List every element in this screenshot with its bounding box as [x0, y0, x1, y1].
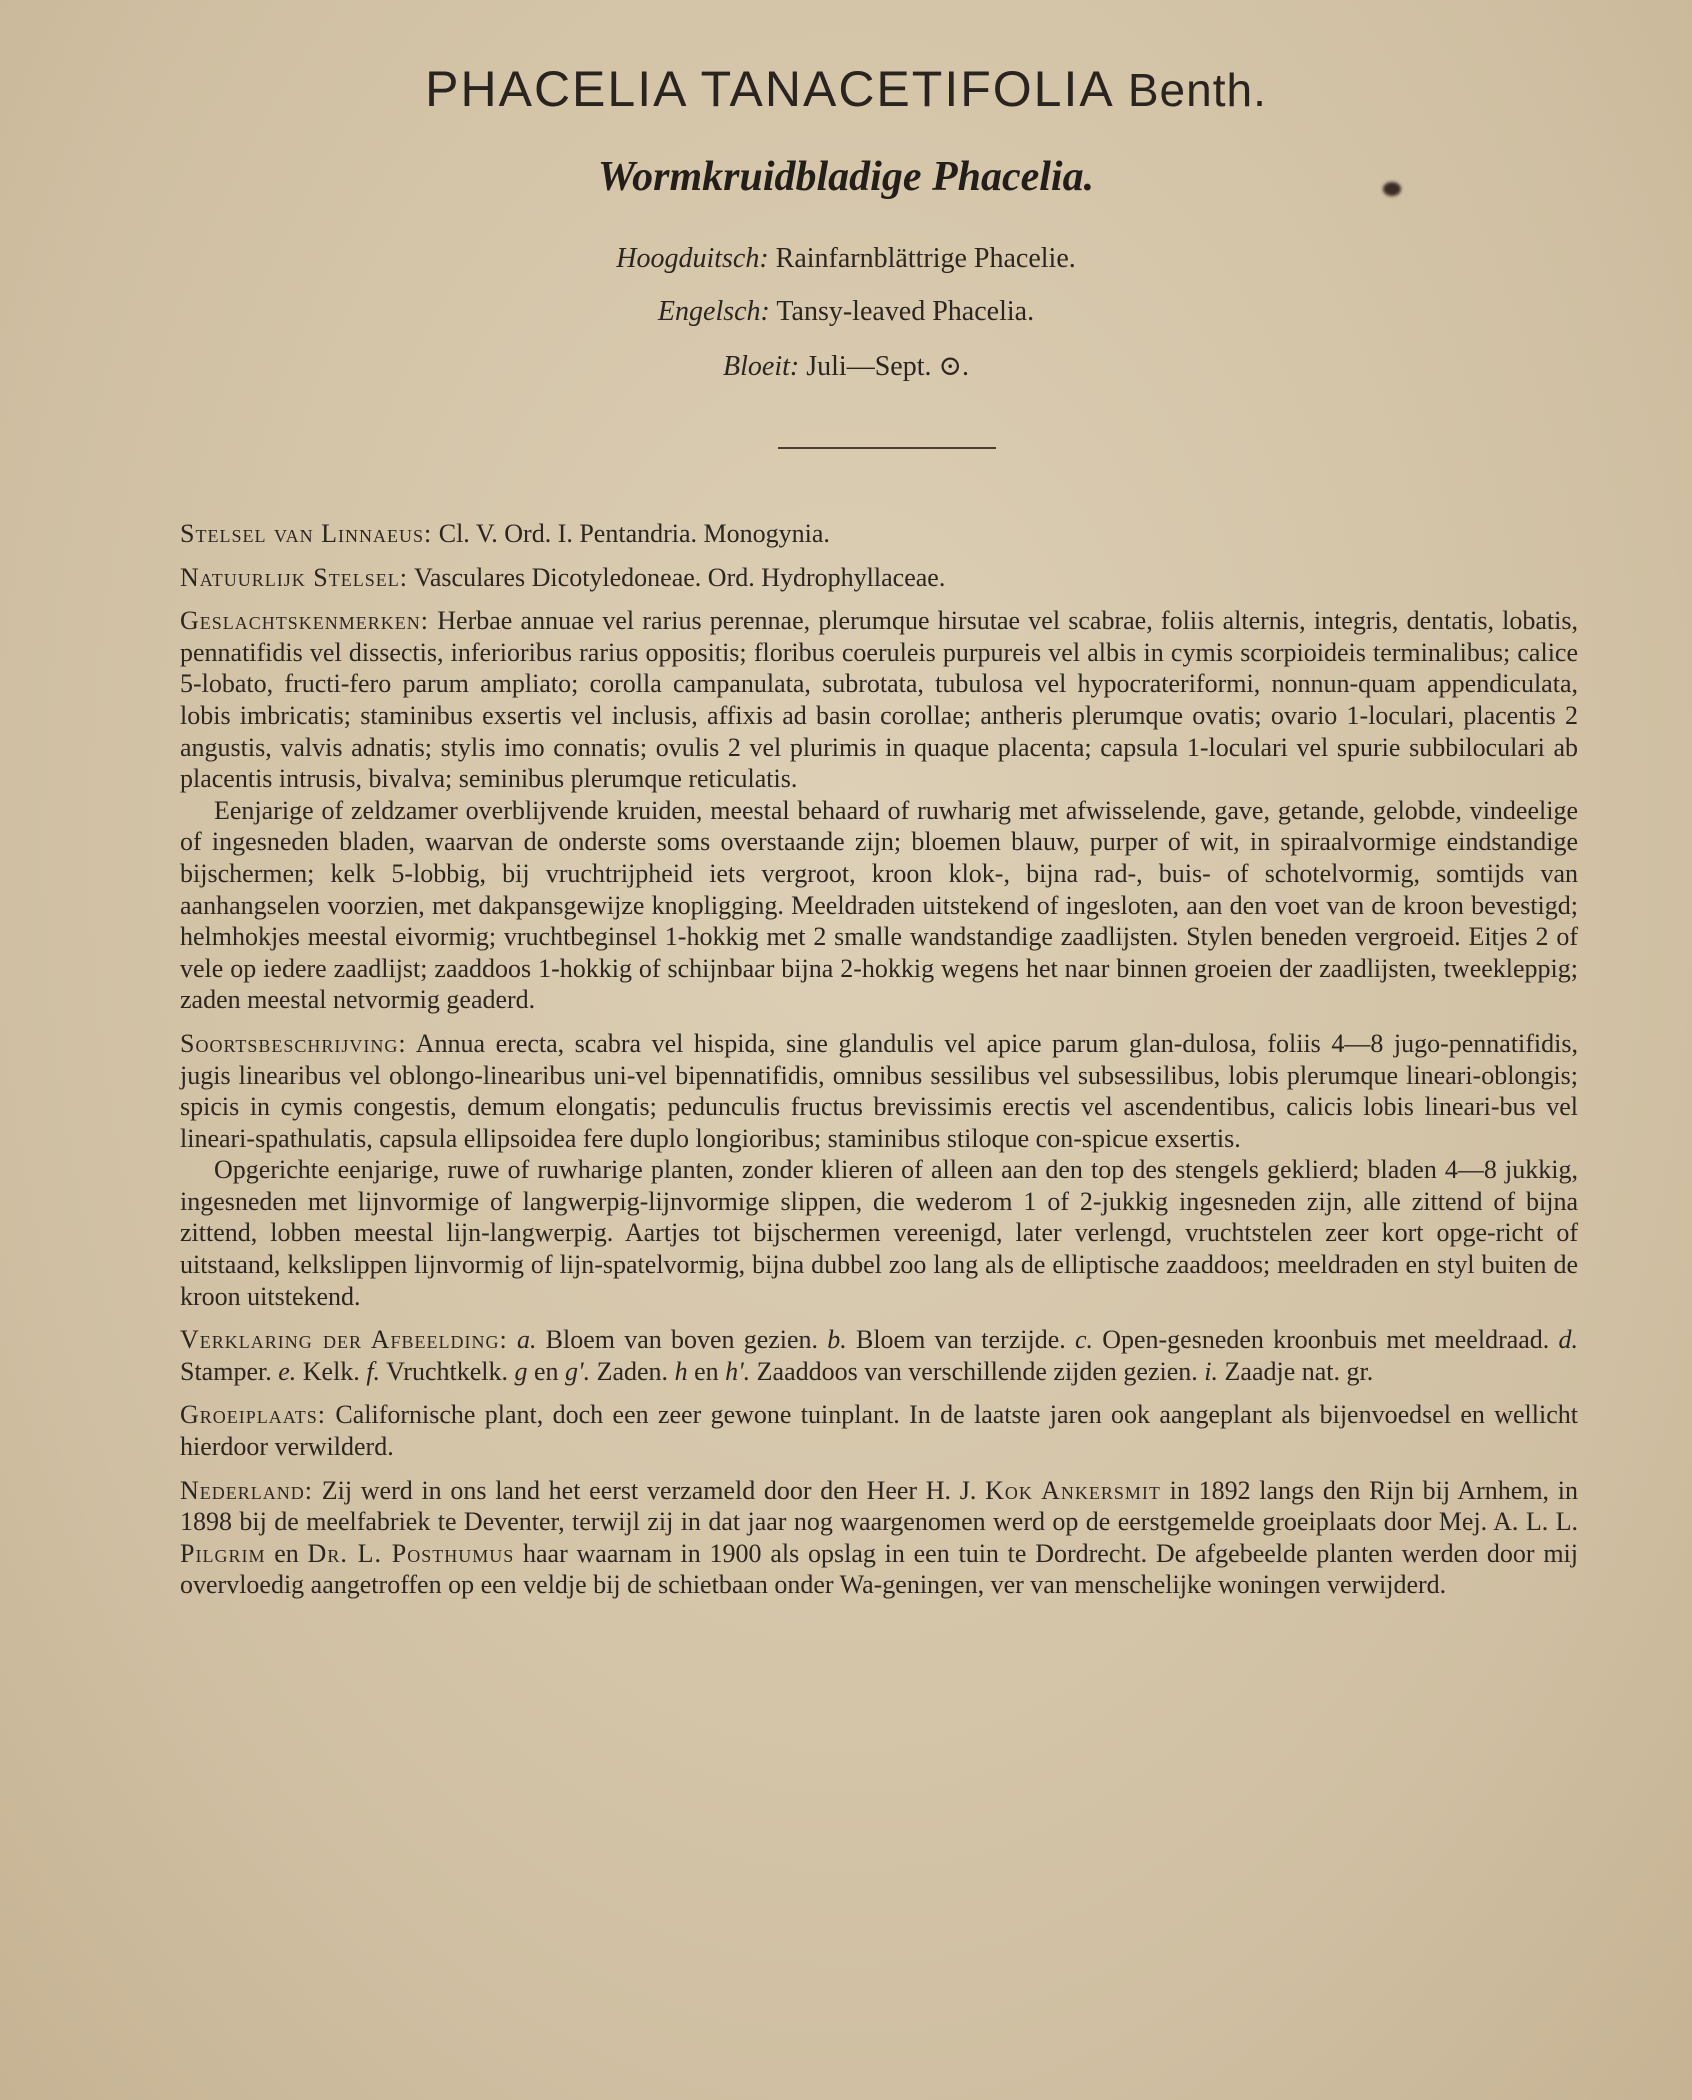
netherlands-paragraph: [180, 1475, 1578, 1601]
netherlands-text-1: Zij werd in ons land het eerst verzameld door den Heer H. J.: [321, 1475, 986, 1505]
figure-key-h: h: [674, 1356, 688, 1386]
collector-name-3: Dr. L. Posthumus: [307, 1538, 515, 1568]
flowering-period: Juli—Sept. ⊙.: [806, 351, 969, 382]
figure-text-d: Stamper.: [180, 1356, 279, 1386]
netherlands-text-4: haar waarnam in 1900 als opslag in een tuin te Dordrecht. De afgebeelde planten werden door mij overvloedig aangetroffen op een veldje bij de schietbaan onder Wa-geningen, ver van menschelijke woningen verwijderd.: [180, 1538, 1578, 1600]
habitat-heading: Groeiplaats:: [180, 1400, 327, 1430]
figure-text-h: en: [687, 1356, 726, 1386]
figure-key-f: f.: [366, 1356, 381, 1386]
figure-key-e: e.: [278, 1356, 297, 1386]
divider: [778, 447, 996, 449]
figure-text-b: Bloem van terzijde.: [846, 1325, 1075, 1355]
explanation-heading: Verklaring der Afbeelding:: [180, 1325, 508, 1355]
german-name: Rainfarnblättrige Phacelie.: [775, 243, 1076, 274]
genus-latin-paragraph: [180, 605, 1578, 795]
habitat-text: Californische plant, doch een zeer gewone tuinplant. In de laatste jaren ook aangeplant als bijenvoedsel en wellicht hierdoor verwilderd.: [180, 1400, 1578, 1462]
ink-blot: [1383, 182, 1401, 196]
figure-key-h-prime: h'.: [725, 1356, 751, 1386]
flowering-label: Bloeit:: [723, 351, 800, 382]
figure-text-h-prime: Zaaddoos van verschillende zijden gezien.: [750, 1356, 1205, 1386]
figure-key-a: a.: [516, 1325, 537, 1355]
article-body: [180, 518, 1578, 1601]
figure-text-a: Bloem van boven gezien.: [536, 1325, 828, 1355]
figure-text-e: Kelk.: [296, 1356, 367, 1386]
species-author: Benth.: [1127, 64, 1267, 116]
linnaeus-heading: Stelsel van Linnaeus:: [180, 519, 433, 548]
figure-text-i: Zaadje nat. gr.: [1218, 1356, 1374, 1386]
natural-system-paragraph: [180, 562, 1578, 594]
linnaeus-paragraph: [180, 518, 1578, 550]
german-name-line: [0, 243, 1692, 275]
species-heading: Soortsbeschrijving:: [180, 1028, 407, 1058]
figure-key-d: d.: [1558, 1325, 1579, 1355]
genus-latin-text: Herbae annuae vel rarius perennae, plerumque hirsutae vel scabrae, foliis alternis, integris, dentatis, lobatis, pennatifidis vel dissectis, inferioribus rarius oppositis; floribus coeruleis purpureis vel albis in cymis scorpioideis terminalibus; calice 5-lobato, fructi-fero parum ampliato; corolla campanulata, subrotata, tubulosa vel hypocrateriformi, nonnun-quam appendiculata, lobis imbricatis; staminibus exsertis vel inclusis, affixis ad basin corollae; antheris plerumque ovatis; ovario 1-loculari, placentis 2 angustis, valvis adnatis; stylis imo connatis; ovulis 2 vel plurimis in quaque placenta; capsula 1-loculari vel spurie subbiloculari ab placentis intrusis, bivalva; seminibus plerumque reticulatis.: [180, 606, 1578, 794]
netherlands-text-2: in 1892 langs den Rijn bij Arnhem, in 1898 bij de meelfabriek te Deventer, terwijl zij in dat jaar nog waargenomen werd op de eerstgemelde groeiplaats door Mej. A. L. L.: [180, 1475, 1578, 1537]
english-label: Engelsch:: [657, 296, 770, 327]
netherlands-heading: Nederland:: [180, 1475, 313, 1505]
flowering-line: [0, 349, 1692, 383]
figure-text-c: Open-gesneden kroonbuis met meeldraad.: [1093, 1325, 1559, 1355]
figure-text-g: en: [527, 1356, 566, 1386]
genus-heading: Geslachtskenmerken:: [180, 606, 430, 636]
habitat-paragraph: [180, 1399, 1578, 1462]
netherlands-text-3: en: [265, 1538, 308, 1568]
genus-dutch-paragraph: Eenjarige of zeldzamer overblijvende kruiden, meestal behaard of ruwharig met afwisselende, gave, getande, gelobde, vindeelige of ingesneden bladen, waarvan de onderste soms overstaande zijn; bloemen blauw, purper of wit, in spiraalvormige eindstandige bijschermen; kelk 5-lobbig, bij vruchtrijpheid iets vergroot, kroon klok-, bijna rad-, buis- of schotelvormig, somtijds van aanhangselen voorzien, met dakpansgewijze knopligging. Meeldraden uitstekend of ingesloten, aan den voet van de kroon bevestigd; helmhokjes meestal eivormig; vruchtbeginsel 1-hokkig met 2 smalle wandstandige zaadlijsten. Stylen beneden vergroeid. Eitjes 2 of vele op iedere zaadlijst; zaaddoos 1-hokkig of schijnbaar bijna 2-hokkig wegens het naar binnen groeien der zaadlijsten, tweekleppig; zaden meestal netvormig geaderd.: [180, 795, 1578, 1015]
natural-system-heading: Natuurlijk Stelsel:: [180, 562, 408, 592]
figure-key-g: g: [514, 1356, 528, 1386]
dutch-name: Wormkruidbladige Phacelia.: [597, 154, 1095, 200]
linnaeus-text: Cl. V. Ord. I. Pentandria. Monogynia.: [438, 519, 830, 548]
english-name: Tansy-leaved Phacelia.: [776, 296, 1035, 327]
collector-name-1: Kok Ankersmit: [985, 1475, 1161, 1505]
species-name: PHACELIA TANACETIFOLIA: [425, 61, 1112, 117]
explanation-paragraph: [180, 1324, 1578, 1387]
collector-name-2: Pilgrim: [180, 1538, 266, 1568]
species-dutch-paragraph: Opgerichte eenjarige, ruwe of ruwharige planten, zonder klieren of alleen aan den top des stengels geklierd; bladen 4—8 jukkig, ingesneden met lijnvormige of langwerpig-lijnvormige slippen, die wederom 1 of 2-jukkig ingesneden zijn, alle zittend of bijna zittend, lobben meestal lijn-langwerpig. Aartjes tot bijschermen vereenigd, later verlengd, vruchtstelen zeer kort opge-richt of uitstaand, kelkslippen lijnvormig of lijn-spatelvormig, bijna dubbel zoo lang als de elliptische zaaddoos; meeldraden en styl buiten de kroon uitstekend.: [180, 1155, 1578, 1311]
figure-key-b: b.: [827, 1325, 847, 1355]
species-latin-paragraph: [180, 1028, 1578, 1154]
figure-key-i: i.: [1204, 1356, 1219, 1386]
figure-text-f: Vruchtkelk.: [380, 1356, 515, 1386]
figure-text-g-prime: Zaden.: [590, 1356, 675, 1386]
english-name-line: [0, 296, 1692, 328]
figure-key-g-prime: g'.: [565, 1356, 591, 1386]
species-latin-text: Annua erecta, scabra vel hispida, sine glandulis vel apice parum glan-dulosa, foliis 4—8 jugo-pennatifidis, jugis linearibus vel oblongo-linearibus uni-vel bipennatifidis, omnibus sessilibus vel subsessilibus, lobis plerumque lineari-oblongis; spicis in cymis congestis, demum elongatis; pedunculis fructus brevissimis erectis vel ascendentibus, calicis lobis lineari-bus vel lineari-spathulatis, capsula ellipsoidea fere duplo longioribus; staminibus stiloque con-spicue exsertis.: [180, 1028, 1578, 1153]
page-title: [0, 60, 1692, 118]
natural-system-text: Vasculares Dicotyledoneae. Ord. Hydrophyllaceae.: [413, 562, 946, 592]
figure-key-c: c.: [1074, 1325, 1093, 1355]
german-label: Hoogduitsch:: [616, 243, 769, 274]
